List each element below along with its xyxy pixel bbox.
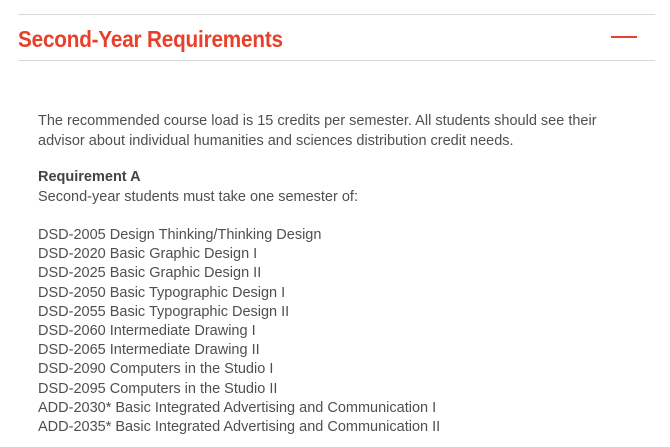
course-item: DSD-2025 Basic Graphic Design II [38, 265, 262, 282]
requirement-heading: Requirement A [38, 169, 141, 185]
section-title: Second-Year Requirements [18, 26, 283, 52]
requirement-description: Second-year students must take one semester of: [38, 188, 358, 205]
course-item: DSD-2055 Basic Typographic Design II [38, 303, 290, 320]
course-item: DSD-2060 Intermediate Drawing I [38, 323, 256, 340]
course-item: DSD-2020 Basic Graphic Design I [38, 246, 258, 263]
course-item: DSD-2005 Design Thinking/Thinking Design [38, 227, 322, 243]
course-item: ADD-2030* Basic Integrated Advertising and Communication I [38, 399, 437, 416]
collapse-button[interactable] [609, 29, 639, 45]
course-list [38, 226, 638, 437]
course-item: DSD-2065 Intermediate Drawing II [38, 342, 260, 359]
accordion-content [38, 112, 638, 437]
course-item: DSD-2050 Basic Typographic Design I [38, 284, 286, 301]
course-item: ADD-2035* Basic Integrated Advertising and Communication II [38, 419, 441, 436]
intro-paragraph: The recommended course load is 15 credits per semester. All students should see their advisor about individual humanities and sciences distribution credit needs. [38, 113, 597, 149]
course-item: DSD-2095 Computers in the Studio II [38, 380, 278, 397]
minus-icon [611, 36, 637, 38]
accordion-header[interactable] [18, 15, 655, 61]
course-item: DSD-2090 Computers in the Studio I [38, 361, 274, 378]
